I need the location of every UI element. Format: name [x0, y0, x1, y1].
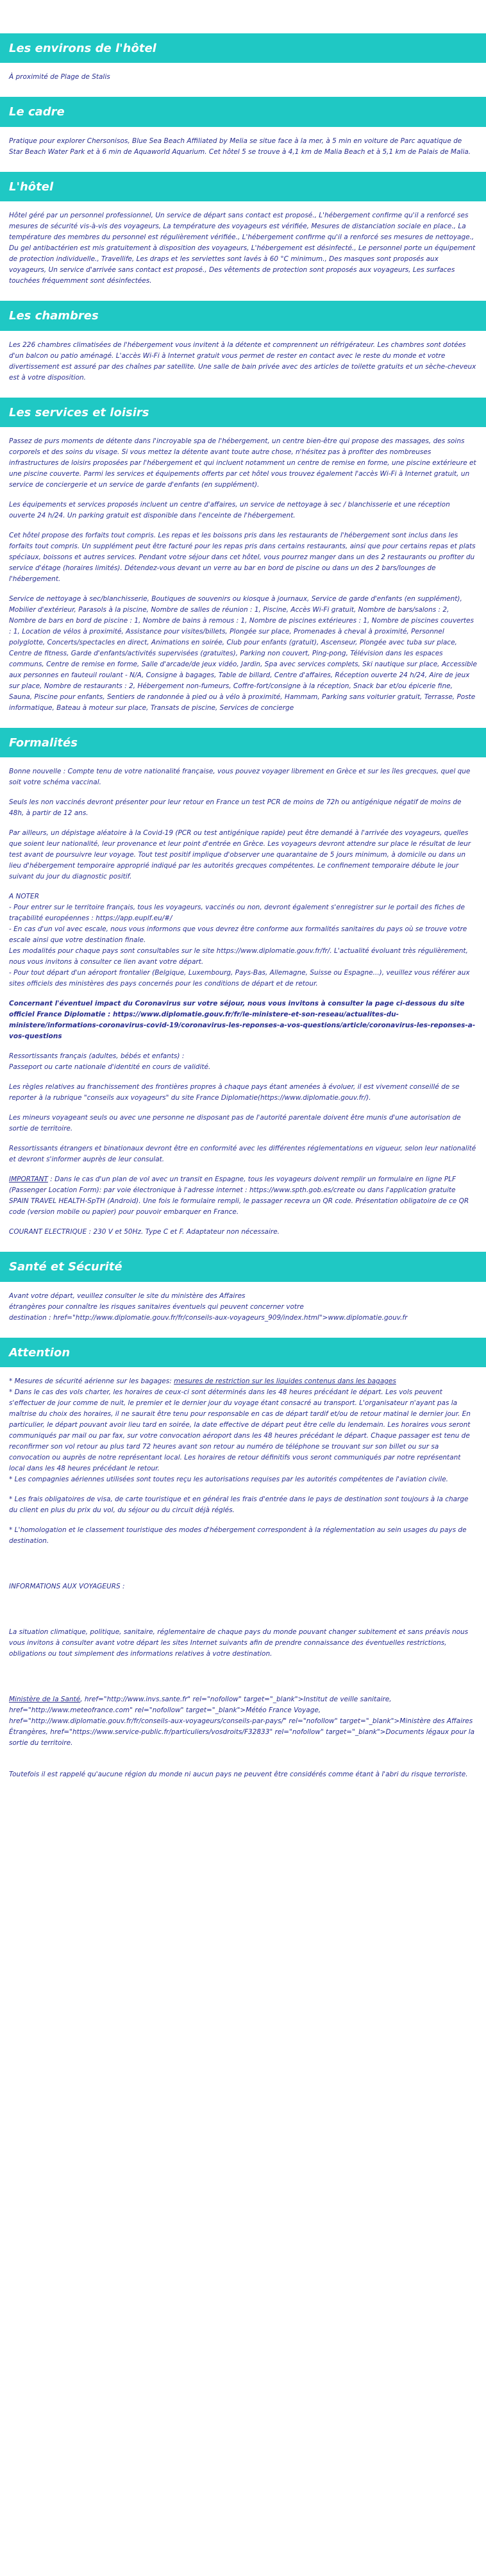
- section-header-attention: Attention: [0, 1338, 486, 1367]
- formalites-paragraph: Les règles relatives au franchissement des frontières propres à chaque pays étant amenées à évoluer, il est vivement conseillé de se reporter à la rubrique "conseils aux voyageurs" du site France Diplomatie(https://www.diplomatie.gouv.fr/).: [9, 1083, 460, 1102]
- sante-line: Avant votre départ, veuillez consulter le site du ministère des Affaires: [9, 1292, 246, 1300]
- note-line: - En cas d'un vol avec escale, nous vous informons que vous devrez être conforme aux formalités sanitaires du pays où se trouve votre escale ainsi que votre destination finale.: [9, 925, 467, 945]
- services-paragraph: Les équipements et services proposés incluent un centre d'affaires, un service de nettoyage à sec / blanchisserie et une réception ouverte 24 h/24. Un parking gratuit est disponible dans l'enceinte de l'hébergement.: [9, 500, 450, 519]
- attention-paragraph: * Les frais obligatoires de visa, de carte touristique et en général les frais d'entrée dans le pays de destination sont toujours à la charge du client en plus du prix du vol, du séjour ou du circuit déjà réglés.: [9, 1495, 469, 1515]
- note-line: Les modalités pour chaque pays sont consultables sur le site https://www.diplomatie.gouv.fr/fr/. L'actualité évoluant très régulièrement, nous vous invitons à consulter ce lien avant votre départ.: [9, 947, 468, 966]
- services-amenities-list: Service de nettoyage à sec/blanchisserie, Boutiques de souvenirs ou kiosque à journaux, Service de garde d'enfants (en supplément), Mobilier d'extérieur, Parasols à la piscine, Nombre de salles de réunion : 1, Piscine, Accès Wi-Fi gratuit, Nombre de bars/salons : 2, Nombre de bars en bord de piscine : 1, Nombre de bains à remous : 1, Nombre de piscines extérieures : 1, Nombre de piscines couvertes : 1, Location de vélos à proximité, Assistance pour visites/billets, Plongée sur place, Promenades à cheval à proximité, Personnel polyglotte, Concerts/spectacles en direct, Animations en soirée, Club pour enfants (gratuit), Ascenseur, Plongée avec tuba sur place, Centre de fitness, Garde d'enfants/activités supervisées (gratuites), Parking non couvert, Ping-pong, Télévision dans les espaces communs, Centre de remise en forme, Salle d'arcade/de jeux vidéo, Jardin, Spa avec services complets, Ski nautique sur place, Accessible aux personnes en fauteuil roulant - N/A, Consigne à bagages, Table de billard, Centre d'affaires, Réception ouverte 24 h/24, Aire de jeux sur place, Nombre de restaurants : 2, Hébergement non-fumeurs, Coffre-fort/consigne à la réception, Snack bar et/ou épicerie fine, Sauna, Piscine pour enfants, Sentiers de randonnée à pied ou à vélo à proximité, Hammam, Parking sans voiturier gratuit, Terrasse, Poste informatique, Bateau à moteur sur place, Transats de piscine, Services de concierge: [9, 594, 477, 712]
- hotel-description-page: [0, 33, 486, 1808]
- section-header-environs: Les environs de l'hôtel: [0, 33, 486, 63]
- section-sante: [0, 1291, 486, 1324]
- section-header-services: Les services et loisirs: [0, 398, 486, 427]
- ministere-sante-link[interactable]: Ministère de la Santé: [9, 1696, 81, 1704]
- section-environs: [0, 72, 486, 83]
- sante-line: destination : href="http://www.diplomatie.gouv.fr/fr/conseils-aux-voyageurs_909/index.html">www.diplomatie.gouv.fr: [9, 1313, 408, 1322]
- note-line: - Pour entrer sur le territoire français, tous les voyageurs, vaccinés ou non, devront également s'enregistrer sur le portail des fiches de traçabilité européennes : https://app.euplf.eu/#/: [9, 904, 465, 923]
- cadre-text: Pratique pour explorer Chersonisos, Blue Sea Beach Affiliated by Melia se situe face à la mer, à 5 min en voiture de Parc aquatique de Star Beach Water Park et à 6 min de Aquaworld Aquarium. Cet hôtel 5 se trouve à 4,1 km de Malia Beach et à 5,1 km de Palais de Malia.: [9, 137, 471, 156]
- services-paragraph: Cet hôtel propose des forfaits tout compris. Les repas et les boissons pris dans les restaurants de l'hébergement sont inclus dans les forfaits tout compris. Un supplément peut être facturé pour les repas pris dans certains restaurants, ainsi que pour certains repas et plats spéciaux, boissons et autres services. Pendant votre séjour dans cet hôtel, vous pourrez manger dans un des 2 restaurants ou profiter du service d'étage (horaires limités). Détendez-vous devant un verre au bar en bord de piscine ou dans un des 2 bars/lounges de l'hébergement.: [9, 531, 476, 583]
- formalites-paragraph: Seuls les non vaccinés devront présenter pour leur retour en France un test PCR de moins de 72h ou antigénique négatif de moins de 48h, à partir de 12 ans.: [9, 798, 462, 818]
- chambres-text: Les 226 chambres climatisées de l'hébergement vous invitent à la détente et comprennent un réfrigérateur. Les chambres sont dotées d'un balcon ou patio aménagé. L'accès Wi-Fi à Internet gratuit vous permet de rester en contact avec le reste du monde et votre divertissement est assuré par des chaînes par satellite. Une salle de bain privée avec des articles de toilette gratuits et un sèche-cheveux est à votre disposition.: [9, 341, 476, 382]
- attention-paragraph: * L'homologation et le classement touristique des modes d'hébergement correspondent à la réglementation au sein usages du pays de destination.: [9, 1526, 467, 1545]
- important-text: : Dans le cas d'un plan de vol avec un transit en Espagne, tous les voyageurs doivent remplir un formulaire en ligne PLF (Passenger Location Form): par voie électronique à l'adresse internet : https://www.spth.gob.es/create ou dans l'application gratuite SPAIN TRAVEL HEALTH-SpTH (Android). Une fois le formulaire rempli, le passager recevra un QR code. Présentation obligatoire de ce QR code (version mobile ou papier) pour pouvoir embarquer en France.: [9, 1175, 469, 1216]
- sante-text: [9, 1291, 477, 1324]
- hotel-text: Hôtel géré par un personnel professionnel, Un service de départ sans contact est proposé., L'hébergement confirme qu'il a renforcé ses mesures de sécurité vis-à-vis des voyageurs, La température des voyageurs est vérifiée, Mesures de distanciation sociale en place., La température des membres du personnel est régulièrement vérifiée., L'hébergement confirme qu'il a renforcé ses mesures de nettoyage., Du gel antibactérien est mis gratuitement à disposition des voyageurs, L'hébergement est désinfecté., Le personnel porte un équipement de protection individuelle., Travellife, Les draps et les serviettes sont lavés à 60 °C minimum., Des masques sont proposés aux voyageurs, Un service d'arrivée sans contact est proposé., Des vêtements de protection sont proposés aux voyageurs, Les surfaces touchées fréquemment sont désinfectées.: [9, 212, 476, 285]
- note-line: A NOTER: [9, 893, 39, 901]
- formalites-paragraph: Par ailleurs, un dépistage aléatoire à la Covid-19 (PCR ou test antigénique rapide) peut être demandé à l'arrivée des voyageurs, quelles que soient leur nationalité, leur provenance et leur point d'entrée en Grèce. Les voyageurs devront attendre sur place le résultat de leur test avant de poursuivre leur voyage. Tout test positif implique d'observer une quarantaine de 5 jours minimum, à domicile ou dans un lieu d'hébergement temporaire approprié indiqué par les autorités grecques compétentes. Le confinement temporaire débute le jour suivant du jour du diagnostic positif.: [9, 829, 471, 881]
- spacer: [9, 1758, 477, 1769]
- section-header-hotel: L'hôtel: [0, 172, 486, 201]
- formalites-paragraph: Les mineurs voyageant seuls ou avec une personne ne disposant pas de l'autorité parentale doivent être munis d'une autorisation de sortie de territoire.: [9, 1114, 461, 1133]
- attention-links: [9, 1694, 477, 1749]
- note-line: - Pour tout départ d'un aéroport frontalier (Belgique, Luxembourg, Pays-Bas, Allemagne, Suisse ou Espagne...), veuillez vous référer aux sites officiels des ministères des pays concernés pour les conditions de départ et de retour.: [9, 969, 470, 988]
- section-header-chambres: Les chambres: [0, 301, 486, 330]
- airlines-text: * Les compagnies aériennes utilisées sont toutes reçu les autorisations requises par les autorités compétentes de l'aviation civile.: [9, 1476, 448, 1484]
- spacer: [9, 1669, 477, 1694]
- baggage-label: * Mesures de sécurité aérienne sur les bagages:: [9, 1377, 174, 1386]
- links-text: , href="http://www.invs.sante.fr" rel="nofollow" target="_blank">Institut de veille sanitaire, href="http://www.meteofrance.com" rel="nofollow" target="_blank">Météo France Voyage, href="http://www.diplomatie.gouv.fr/fr/conseils-aux-voyageurs/conseils-par-pays/" rel="nofollow" target="_blank">Ministère des Affaires Étrangères, href="https://www.service-public.fr/particuliers/vosdroits/F32833" rel="nofollow" target="_blank">Documents légaux pour la sortie du territoire.: [9, 1696, 475, 1747]
- section-header-formalites: Formalités: [0, 728, 486, 757]
- environs-text: À proximité de Plage de Stalis: [9, 73, 110, 81]
- formalites-paragraph: Bonne nouvelle : Compte tenu de votre nationalité française, vous pouvez voyager librement en Grèce et sur les îles grecques, quel que soit votre schéma vaccinal.: [9, 768, 471, 787]
- section-cadre: [0, 136, 486, 158]
- section-services: [0, 436, 486, 714]
- charter-flights-text: * Dans le cas des vols charter, les horaires de ceux-ci sont déterminés dans les 48 heures précédant le départ. Les vols peuvent s'effectuer de jour comme de nuit, le premier et le dernier jour du voyage étant consacré au transport. L'organisateur n'ayant pas la maîtrise du choix des horaires, il ne saurait être tenu pour responsable en cas de départ tardif et/ou de retour matinal le dernier jour. En particulier, le départ pouvant avoir lieu tard en soirée, la date effective de départ peut être celle du lendemain. Les horaires vous seront communiqués par mail ou par fax, sur votre convocation aéroport dans les 48 heures précédant le départ. Chaque passager est tenu de reconfirmer son vol retour au plus tard 72 heures avant son retour au numéro de téléphone se trouvant sur son billet ou sur sa convocation ou auprès de notre représentant local. Les horaires de retour définitifs vous seront communiqués par notre représentant local dans les 48 heures précédant le retour.: [9, 1388, 471, 1473]
- attention-paragraph: La situation climatique, politique, sanitaire, réglementaire de chaque pays du monde pouvant changer subitement et sans préavis nous vous invitons à consulter avant votre départ les sites Internet suivants afin de prendre connaissance des éventuelles restrictions, obligations ou tout simplement des informations relatives à votre destination.: [9, 1628, 469, 1658]
- spacer: [9, 1601, 477, 1627]
- travellers-info-heading: INFORMATIONS AUX VOYAGEURS :: [9, 1583, 125, 1591]
- id-docs-line: Passeport ou carte nationale d'identité en cours de validité.: [9, 1063, 211, 1072]
- section-header-sante: Santé et Sécurité: [0, 1252, 486, 1281]
- attention-paragraph: [9, 1376, 477, 1485]
- formalites-note: [9, 891, 477, 989]
- services-paragraph: Passez de purs moments de détente dans l'incroyable spa de l'hébergement, un centre bien-être qui propose des massages, des soins corporels et des soins du visage. Si vous mettez la détente avant toute autre chose, n'hésitez pas à profiter des nombreuses infrastructures de loisirs proposées par l'hébergement et qui incluent notamment un centre de remise en forme, une piscine extérieure et une piscine couverte. Parmi les services et équipements offerts par cet hôtel vous trouvez également l'accès Wi-Fi à Internet gratuit, un service de conciergerie et un service de garde d'enfants (en supplément).: [9, 437, 476, 489]
- section-chambres: [0, 340, 486, 383]
- important-label: IMPORTANT: [9, 1175, 48, 1184]
- id-docs-line: Ressortissants français (adultes, bébés et enfants) :: [9, 1052, 185, 1061]
- formalites-important: [9, 1174, 477, 1218]
- coronavirus-notice: Concernant l'éventuel impact du Coronavirus sur votre séjour, nous vous invitons à consulter la page ci-dessous du site officiel France Diplomatie : https://www.diplomatie.gouv.fr/fr/le-ministere-et-son-reseau/actualites-du-ministere/informations-coronavirus-covid-19/coronavirus-les-reponses-a-vos-questions/article/coronavirus-les-reponses-a-vos-questions: [9, 1000, 476, 1041]
- section-formalites: [0, 766, 486, 1238]
- section-hotel: [0, 210, 486, 287]
- section-attention: [0, 1376, 486, 1780]
- formalites-paragraph: Ressortissants étrangers et binationaux devront être en conformité avec les différentes réglementations en vigueur, selon leur nationalité et devront s'informer auprès de leur consulat.: [9, 1145, 476, 1164]
- sante-line: étrangères pour connaître les risques sanitaires éventuels qui peuvent concerner votre: [9, 1302, 304, 1311]
- formalites-electricity: COURANT ELECTRIQUE : 230 V et 50Hz. Type C et F. Adaptateur non nécessaire.: [9, 1228, 280, 1236]
- section-header-cadre: Le cadre: [0, 97, 486, 126]
- spacer: [9, 1556, 477, 1581]
- liquids-restriction-link[interactable]: mesures de restriction sur les liquides contenus dans les bagages: [174, 1377, 396, 1386]
- terrorism-notice: Toutefois il est rappelé qu'aucune région du monde ni aucun pays ne peuvent être considérés comme étant à l'abri du risque terroriste.: [9, 1771, 468, 1779]
- formalites-id-docs: [9, 1051, 477, 1073]
